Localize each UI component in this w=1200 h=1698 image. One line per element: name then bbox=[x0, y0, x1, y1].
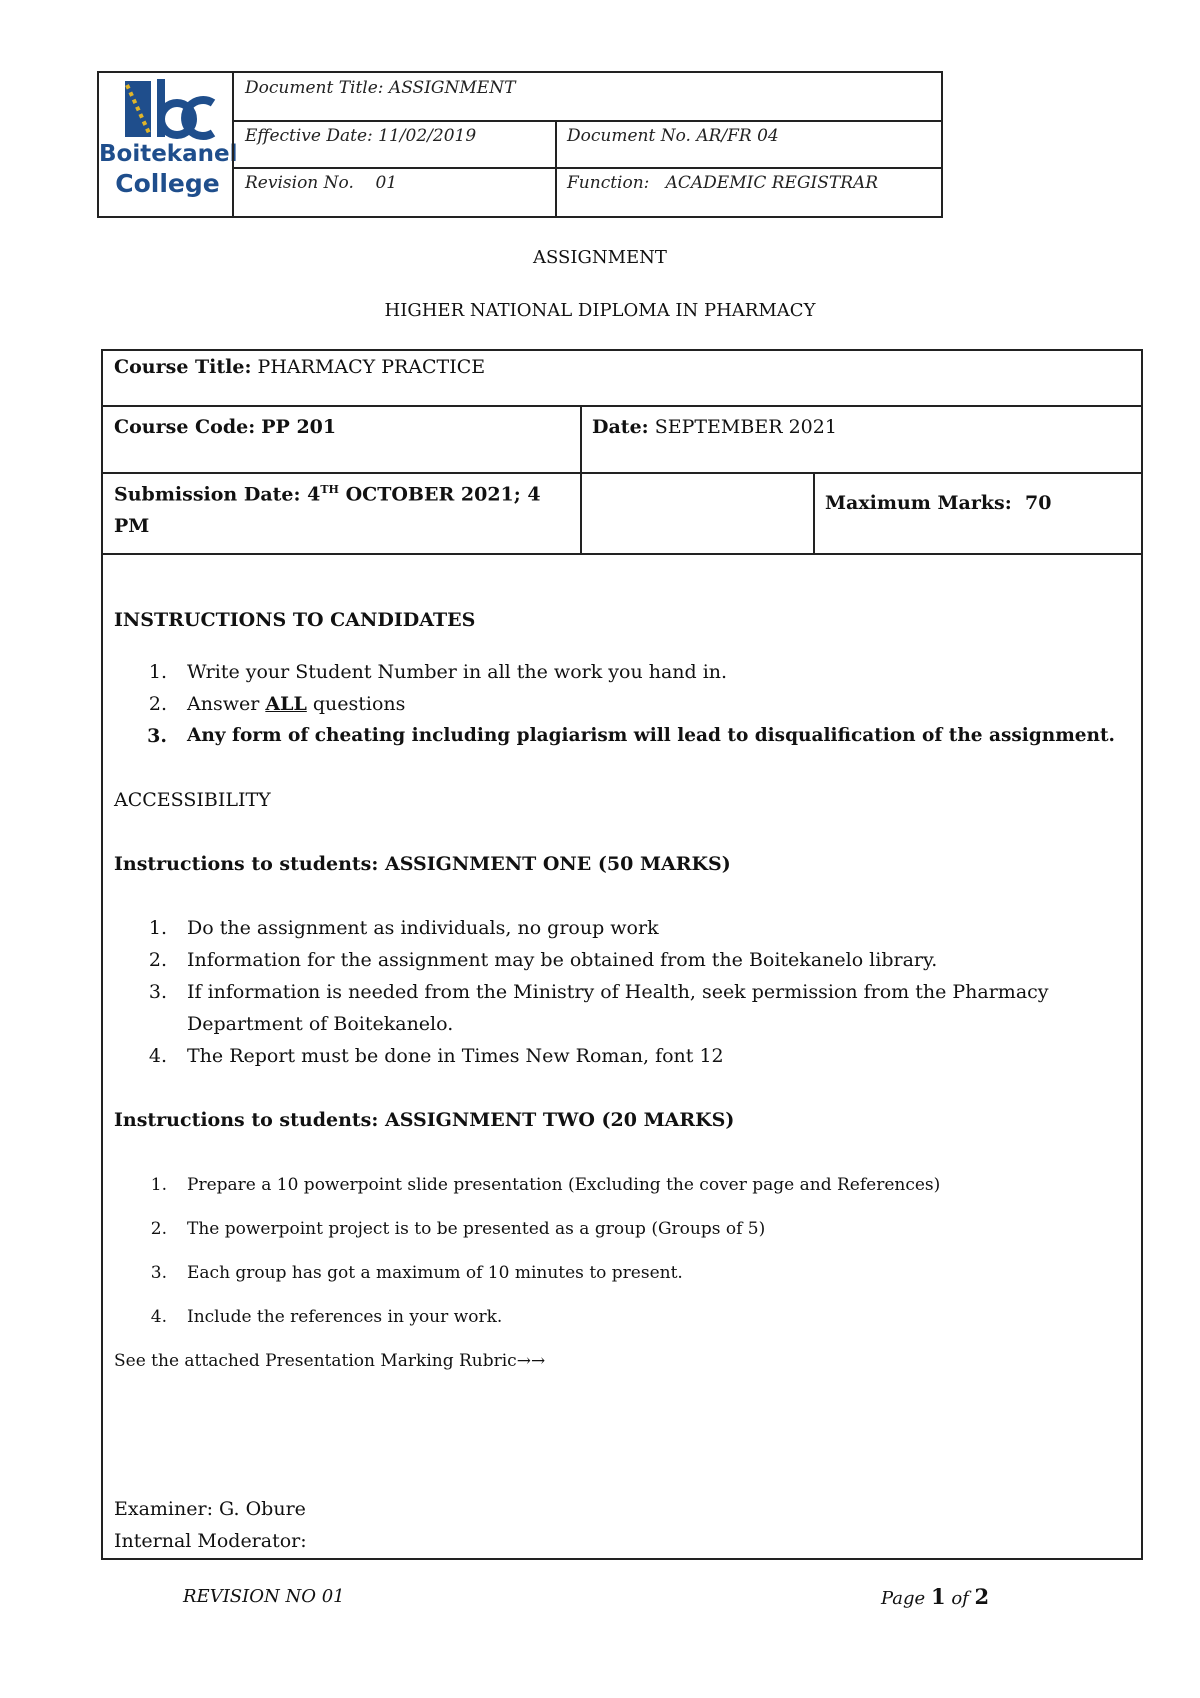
assignment-one-item-continued: Department of Boitekanelo. bbox=[187, 1013, 454, 1035]
revision-no: Revision No. 01 bbox=[245, 173, 398, 193]
list-number: 2. bbox=[148, 949, 167, 971]
list-number: 1. bbox=[150, 1175, 167, 1195]
list-number: 3. bbox=[150, 1263, 167, 1283]
table-divider bbox=[101, 553, 1143, 555]
list-number: 2. bbox=[150, 1219, 167, 1239]
document-no-cell bbox=[555, 120, 943, 169]
internal-moderator: Internal Moderator: bbox=[114, 1530, 307, 1552]
assignment-one-heading: Instructions to students: ASSIGNMENT ONE (50 MARKS) bbox=[114, 853, 731, 875]
function-cell bbox=[555, 167, 943, 218]
list-number: 3. bbox=[147, 725, 167, 747]
examiner: Examiner: G. Obure bbox=[114, 1498, 306, 1520]
list-number: 2. bbox=[148, 693, 167, 715]
assignment-one-item: Information for the assignment may be obtained from the Boitekanelo library. bbox=[187, 949, 938, 971]
see-attached-rubric: See the attached Presentation Marking Rubric→→ bbox=[114, 1351, 546, 1371]
instructions-heading: INSTRUCTIONS TO CANDIDATES bbox=[114, 609, 476, 631]
list-number: 1. bbox=[148, 917, 167, 939]
assignment-two-item: Each group has got a maximum of 10 minutes to present. bbox=[187, 1263, 683, 1283]
doc-title-cell bbox=[232, 71, 943, 122]
assignment-one-item: If information is needed from the Ministry of Health, seek permission from the Pharmacy bbox=[187, 981, 1049, 1003]
college-logo-icon bbox=[121, 75, 217, 143]
assignment-two-item: Prepare a 10 powerpoint slide presentation (Excluding the cover page and References) bbox=[187, 1175, 941, 1195]
document-no: Document No. AR/FR 04 bbox=[567, 126, 779, 146]
revision-no-cell bbox=[232, 167, 557, 218]
college-logo bbox=[97, 71, 238, 218]
assignment-two-heading: Instructions to students: ASSIGNMENT TWO (20 MARKS) bbox=[114, 1109, 735, 1131]
logo-text-line1: Boitekanel bbox=[99, 141, 238, 167]
table-divider bbox=[813, 472, 815, 555]
assignment-one-item: Do the assignment as individuals, no group work bbox=[187, 917, 659, 939]
table-divider bbox=[101, 405, 1143, 407]
instruction-item: Write your Student Number in all the work you hand in. bbox=[187, 661, 728, 683]
assignment-two-item: The powerpoint project is to be presented as a group (Groups of 5) bbox=[187, 1219, 766, 1239]
list-number: 3. bbox=[148, 981, 167, 1003]
list-number: 4. bbox=[150, 1307, 167, 1327]
assignment-one-item: The Report must be done in Times New Roman, font 12 bbox=[187, 1045, 724, 1067]
assignment-two-item: Include the references in your work. bbox=[187, 1307, 503, 1327]
page-title: ASSIGNMENT bbox=[533, 247, 667, 268]
effective-date: Effective Date: 11/02/2019 bbox=[245, 126, 477, 146]
submission-date: Submission Date: 4TH OCTOBER 2021; 4 PM bbox=[114, 483, 541, 538]
course-code: Course Code: PP 201 bbox=[114, 416, 337, 438]
doc-title: Document Title: ASSIGNMENT bbox=[245, 78, 516, 98]
function: Function: ACADEMIC REGISTRAR bbox=[567, 173, 879, 193]
table-divider bbox=[580, 405, 582, 555]
list-number: 4. bbox=[148, 1045, 167, 1067]
page-number: Page 1 of 2 bbox=[881, 1584, 990, 1609]
instruction-item: Any form of cheating including plagiarism will lead to disqualification of the assignment. bbox=[187, 725, 1115, 746]
effective-date-cell bbox=[232, 120, 557, 169]
instruction-item: Answer ALL questions bbox=[187, 693, 406, 715]
list-number: 1. bbox=[148, 661, 167, 683]
max-marks: Maximum Marks: 70 bbox=[825, 492, 1052, 514]
logo-text-line2: College bbox=[115, 169, 220, 198]
accessibility-label: ACCESSIBILITY bbox=[114, 789, 271, 811]
course-title: Course Title: PHARMACY PRACTICE bbox=[114, 356, 486, 378]
course-date: Date: SEPTEMBER 2021 bbox=[592, 416, 837, 438]
page-subtitle: HIGHER NATIONAL DIPLOMA IN PHARMACY bbox=[384, 300, 816, 321]
footer-revision: REVISION NO 01 bbox=[183, 1586, 345, 1607]
